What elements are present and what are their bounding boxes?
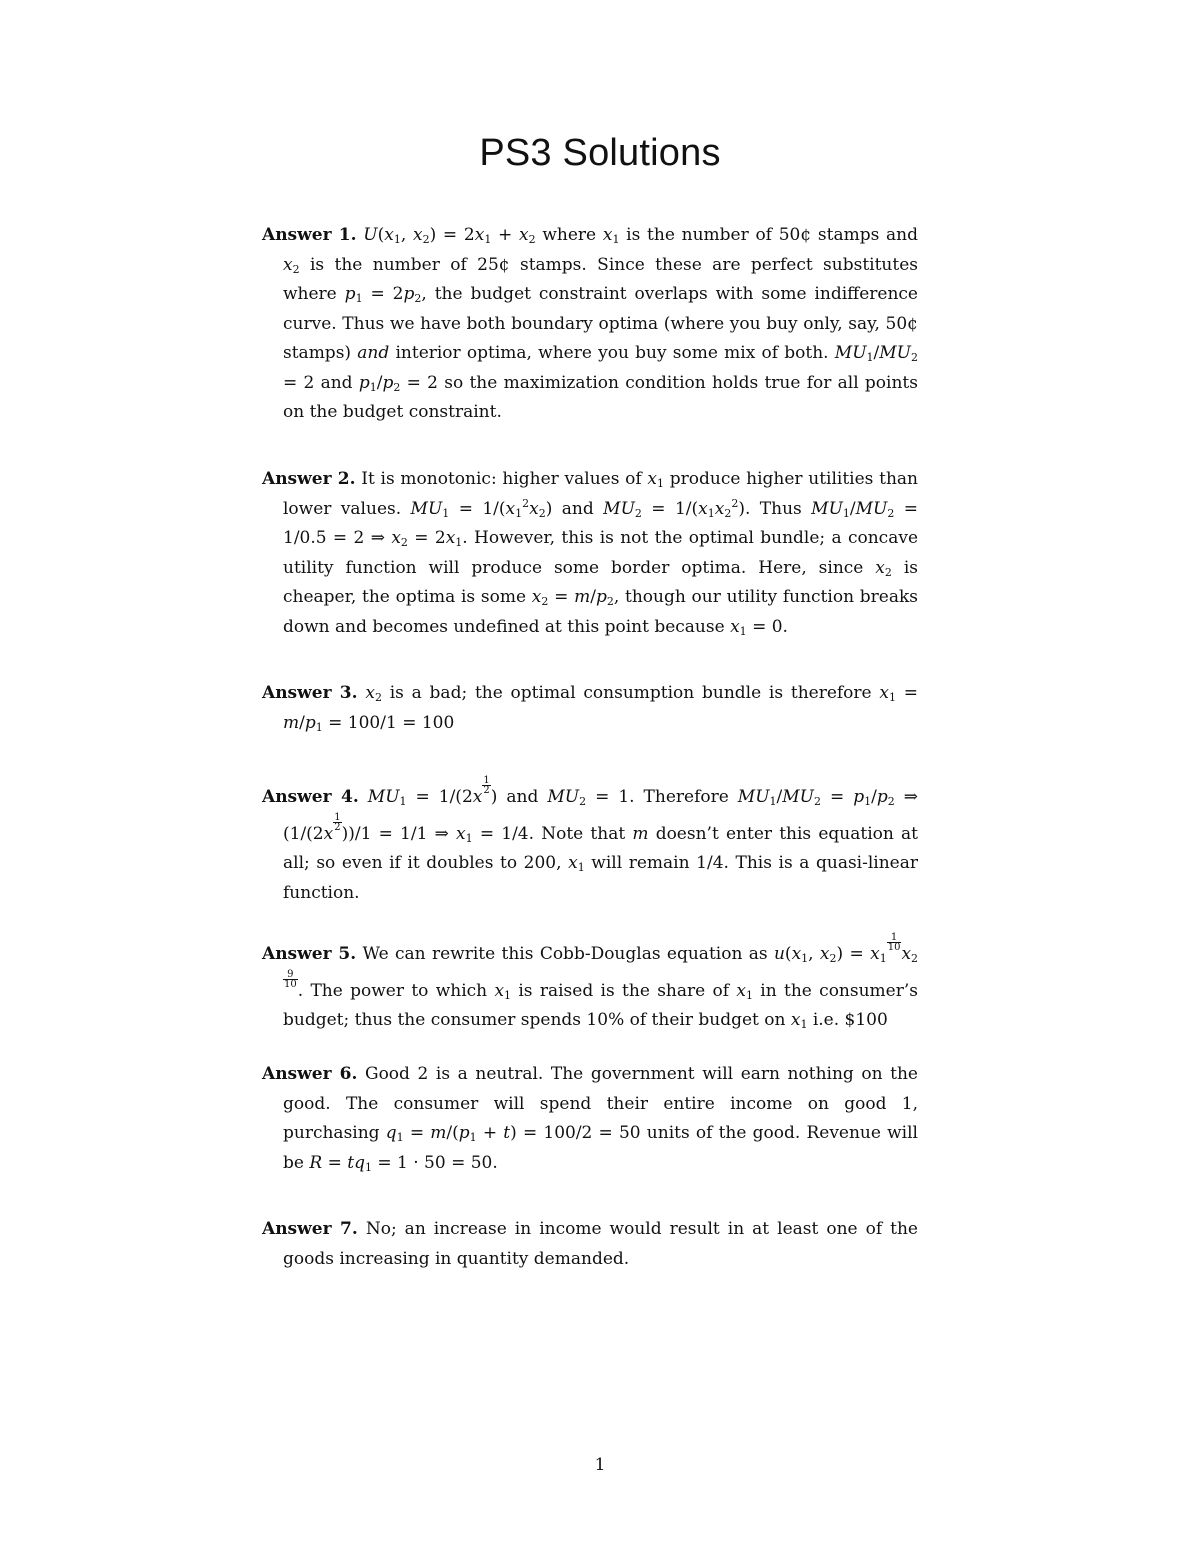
page-title: PS3 Solutions	[479, 132, 721, 174]
answer-7: Answer 7. No; an increase in income would result in at least one of the goods increasing in quantity demanded.	[262, 1219, 918, 1269]
answer-label: Answer 3.	[262, 683, 358, 703]
answer-3: Answer 3. $x_2$ is a bad; the optimal consumption bundle is therefore $x_1 = m/p_1 = 100/1 = 100$	[262, 683, 918, 734]
answer-label: Answer 2.	[262, 469, 356, 489]
answer-1: Answer 1. $U(x_1$, $x_2) = 2x_1 + x_2$ where $x_1$ is the number of 50¢ stamps and $x_2$ is the number of 25¢ stamps. Since these are perfect substitutes where $p_1 = 2p_2$, the budget constraint overlaps with some indifference curve. Thus we have both boundary optima (where you buy only, say, 50¢ stamps) and interior optima, where you buy some mix of both. $MU_1/MU_2 = 2$ and $p_1/p_2 = 2$ so the maximization condition holds true for all points on the budget constraint.	[262, 225, 919, 422]
answer-label: Answer 7.	[262, 1219, 358, 1239]
answer-5: Answer 5. We can rewrite this Cobb-Douglas equation as $u(x_1$, $x_2) = x_1$ $\frac{1}{10}$ $x_2$ $\frac{9}{10}$ . The power to which $x_1$ is raised is the share of $x_1$ in the consumer’s budget; thus the consumer spends 10% of their budget on $x_1$ i.e. $100	[262, 932, 919, 1031]
answer-4: Answer 4. $MU_1 = 1/(2x$ $\frac{1}{2}$ ) and $MU_2 = 1$. Therefore $MU_1/MU_2 = p_1/p_2$ ⇒ (1/(2x $\frac{1}{2}$ ))/1 = 1/1 ⇒ $x_1 = 1/4$. Note that m doesn’t enter this equation at all; so even if it doubles to 200, $x_1$ will remain 1/4. This is a quasi-linear function.	[262, 775, 919, 903]
page-number: 1	[594, 1455, 606, 1475]
answer-2: Answer 2. It is monotonic: higher values of $x_1$ produce higher utilities than lower values. $MU_1 = 1/(x_1^2x_2)$ and $MU_2 = 1/(x_1x_2^2)$. Thus $MU_1/MU_2 = 1/0.5 = 2$ ⇒ $x_2 = 2x_1$. However, this is not the optimal bundle; a concave utility function will produce some border optima. Here, since $x_2$ is cheaper, the optima is some $x_2 = m/p_2$, though our utility function breaks down and becomes undefined at this point because $x_1 = 0$.	[262, 469, 919, 638]
answer-6: Answer 6. Good 2 is a neutral. The government will earn nothing on the good. The consumer will spend their entire income on good 1, purchasing $q_1 = m/(p_1 + t) = 100/2 = 50$ units of the good. Revenue will be $R = tq_1 = 1 \cdot 50 = 50$.	[262, 1064, 918, 1174]
answer-label: Answer 4.	[262, 787, 359, 807]
answer-label: Answer 5.	[262, 944, 357, 964]
answer-label: Answer 6.	[262, 1064, 358, 1084]
answer-label: Answer 1.	[262, 225, 357, 245]
